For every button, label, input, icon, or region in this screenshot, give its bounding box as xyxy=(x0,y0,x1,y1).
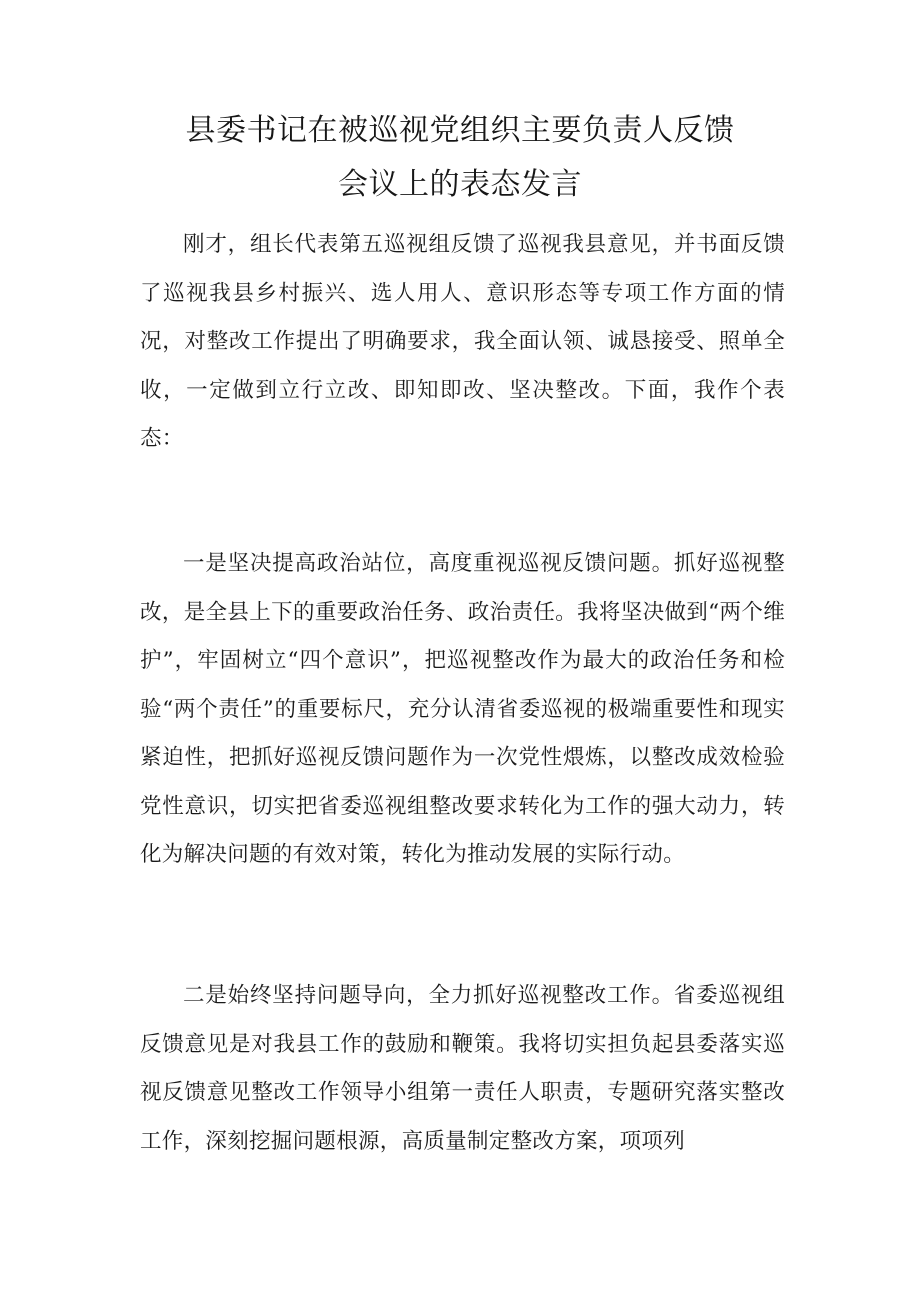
paragraph-point-one: 一是坚决提高政治站位，高度重视巡视反馈问题。抓好巡视整改，是全县上下的重要政治任务、政治责任。我将坚决做到“两个维护”，牢固树立“四个意识”，把巡视整改作为最大的政治任务和检验“两个责任”的重要标尺，充分认清省委巡视的极端重要性和现实紧迫性，把抓好巡视反馈问题作为一次党性煨炼，以整改成效检验党性意识，切实把省委巡视组整改要求转化为工作的强大动力，转化为解决问题的有效对策，转化为推动发展的实际行动。 xyxy=(140,551,785,867)
paragraph-opening: 刚才，组长代表第五巡视组反馈了巡视我县意见，并书面反馈了巡视我县乡村振兴、选人用人、意识形态等专项工作方面的情况，对整改工作提出了明确要求，我全面认领、诚恳接受、照单全收，一定做到立行立改、即知即改、坚决整改。下面，我作个表态： xyxy=(140,232,785,451)
title-line-1: 县委书记在被巡视党组织主要负责人反馈 xyxy=(185,113,735,148)
title-line-2: 会议上的表态发言 xyxy=(338,167,582,202)
paragraph-point-two: 二是始终坚持问题导向，全力抓好巡视整改工作。省委巡视组反馈意见是对我县工作的鼓励和鞭策。我将切实担负起县委落实巡视反馈意见整改工作领导小组第一责任人职责，专题研究落实整改工作，深刻挖掘问题根源，高质量制定整改方案，项项列 xyxy=(140,983,785,1154)
document-title xyxy=(120,104,800,212)
